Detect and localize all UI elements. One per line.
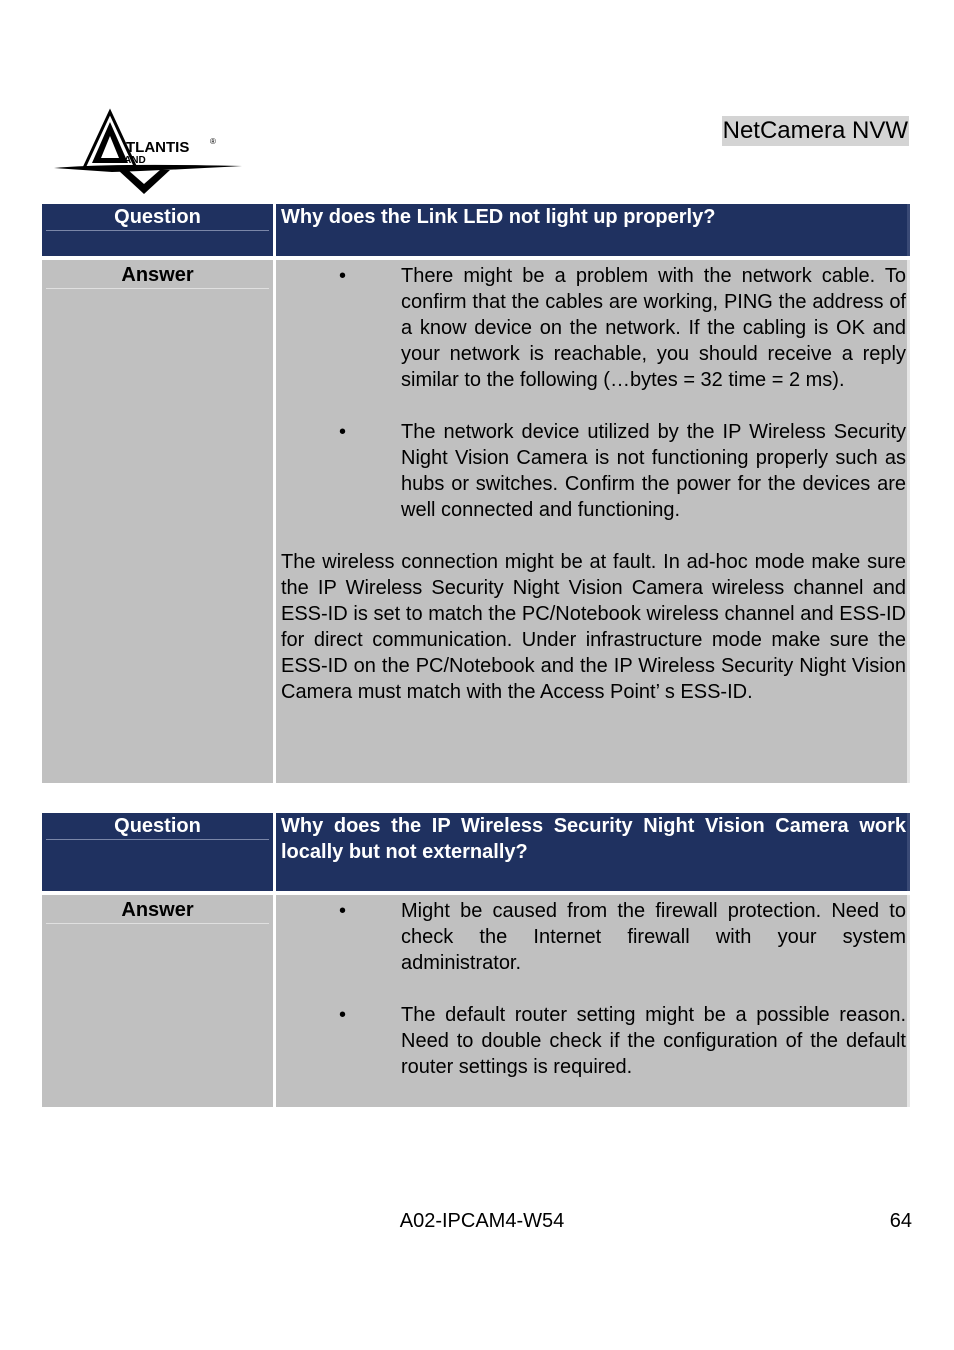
svg-text:AND: AND xyxy=(124,155,146,166)
answer-label-cell xyxy=(42,895,273,1107)
list-item: • Might be caused from the firewall protection. Need to check the Internet firewall with your system administrator. xyxy=(281,898,906,976)
atlantis-logo xyxy=(52,108,248,198)
answer-label-cell xyxy=(42,260,273,783)
page-number: 64 xyxy=(889,1210,912,1232)
bullet-icon: • xyxy=(339,1004,347,1026)
answer-label: Answer xyxy=(46,895,269,924)
list-item: • There might be a problem with the network cable. To confirm that the cables are working, PING the address of a know device on the network. If the cabling is OK and your network is reachable, you should receive a reply similar to the following (…bytes = 32 time = 2 ms). xyxy=(281,263,906,393)
question-row xyxy=(42,813,910,891)
footer-model: A02-IPCAM4-W54 xyxy=(399,1210,565,1232)
list-item: • The default router setting might be a possible reason. Need to double check if the configuration of the default router settings is required. xyxy=(281,1002,906,1080)
faq-block-1 xyxy=(42,204,910,783)
answer-row xyxy=(42,895,910,1107)
faq-block-2 xyxy=(42,813,910,1107)
answer-cell xyxy=(276,895,910,1107)
svg-text:®: ® xyxy=(210,137,216,146)
product-title: NetCamera NVW xyxy=(722,117,908,144)
question-label-cell xyxy=(42,204,273,256)
question-label-cell xyxy=(42,813,273,891)
svg-text:TLANTIS: TLANTIS xyxy=(126,139,190,156)
bullet-icon: • xyxy=(339,265,347,287)
question-text: Why does the IP Wireless Security Night Vision Camera work locally but not externally? xyxy=(281,815,906,863)
question-cell xyxy=(276,813,910,891)
question-label: Question xyxy=(46,813,269,840)
answer-paragraph: The wireless connection might be at fault. In ad-hoc mode make sure the IP Wireless Security Night Vision Camera wireless channel and ESS-ID is set to match the PC/Notebook wireless channel and ESS-ID for direct communication. Under infrastructure mode make sure the ESS-ID on the PC/Notebook and the IP Wireless Security Night Vision Camera must match with the Access Point’ s ESS-ID. xyxy=(281,551,906,703)
answer-row xyxy=(42,260,910,783)
question-label: Question xyxy=(46,204,269,231)
bullet-icon: • xyxy=(339,900,347,922)
question-row xyxy=(42,204,910,256)
question-text: Why does the Link LED not light up properly? xyxy=(281,206,716,228)
bullet-icon: • xyxy=(339,421,347,443)
question-cell xyxy=(276,204,910,256)
answer-label: Answer xyxy=(46,260,269,289)
answer-cell xyxy=(276,260,910,783)
list-item: • The network device utilized by the IP Wireless Security Night Vision Camera is not functioning properly such as hubs or switches. Confirm the power for the devices are well connected and functioning. xyxy=(281,419,906,523)
